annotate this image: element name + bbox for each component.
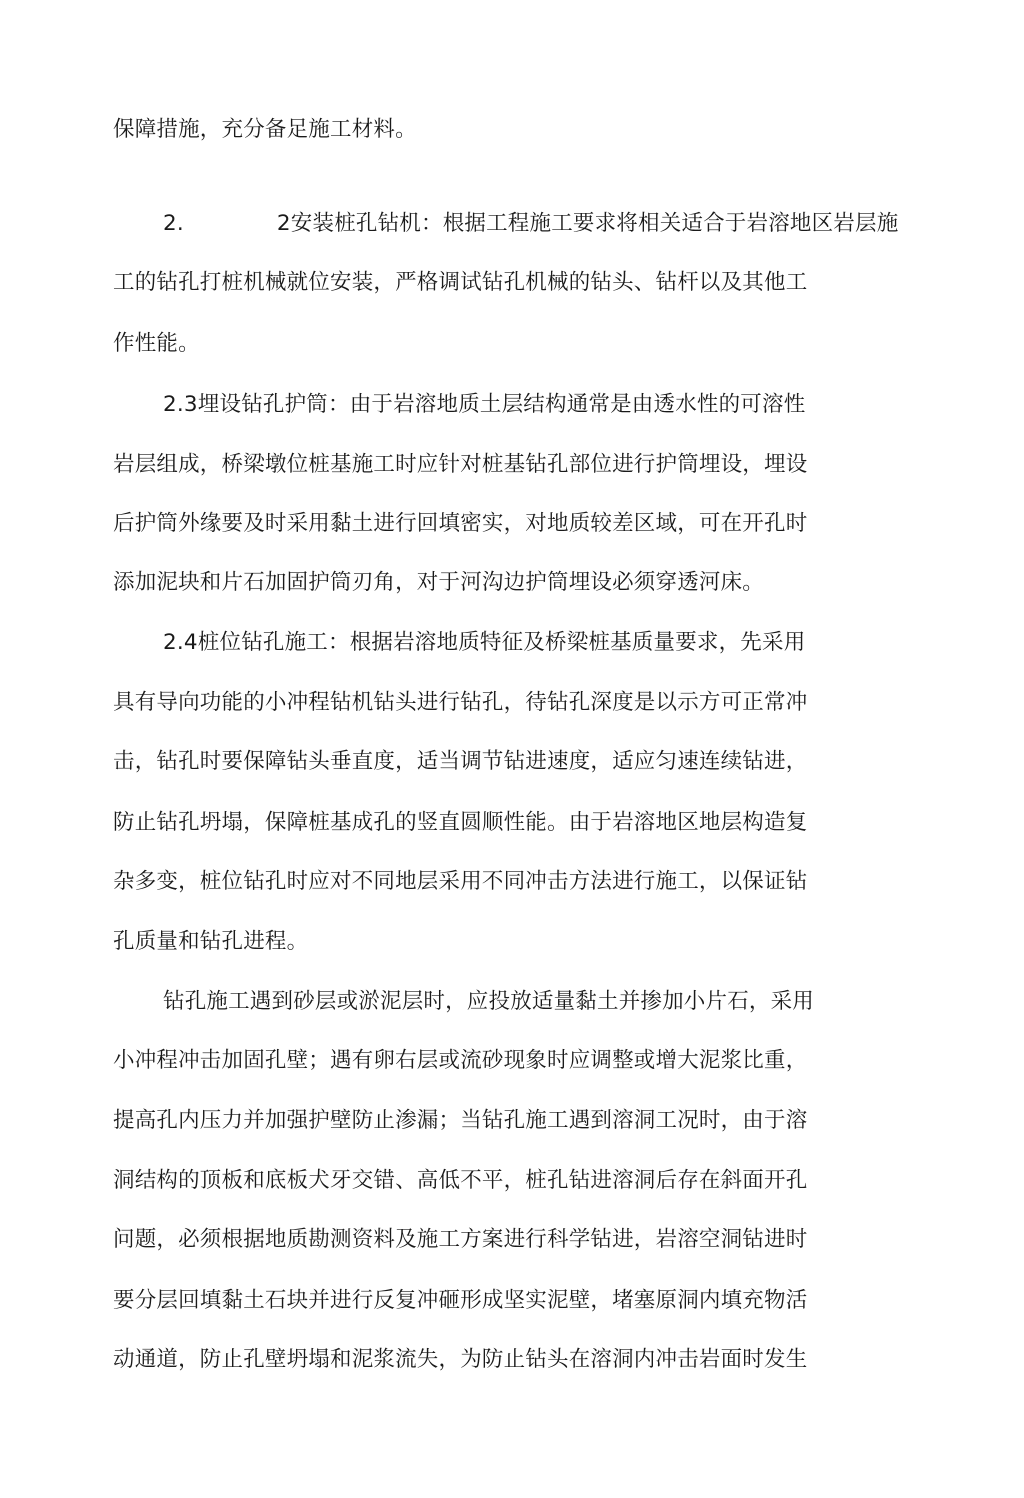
- text-line: 保障措施，充分备足施工材料。: [113, 117, 417, 142]
- text-line: 具有导向功能的小冲程钻机钻头进行钻孔，待钻孔深度是以示方可正常冲: [113, 690, 808, 715]
- section-number: 2.: [163, 211, 184, 236]
- text-line: 杂多变，桩位钻孔时应对不同地层采用不同冲击方法进行施工，以保证钻: [113, 869, 808, 894]
- text-line: 2.4桩位钻孔施工：根据岩溶地质特征及桥梁桩基质量要求，先采用: [163, 630, 806, 655]
- text-line: 工的钻孔打桩机械就位安装，严格调试钻孔机械的钻头、钻杆以及其他工: [113, 270, 808, 295]
- text-line: [163, 209, 898, 239]
- text-line: 作性能。: [113, 331, 200, 356]
- text-line: 提高孔内压力并加强护壁防止渗漏；当钻孔施工遇到溶洞工况时，由于溶: [113, 1108, 808, 1133]
- text-line: 洞结构的顶板和底板犬牙交错、高低不平，桩孔钻进溶洞后存在斜面开孔: [113, 1168, 808, 1193]
- text-line: 问题，必须根据地质勘测资料及施工方案进行科学钻进，岩溶空洞钻进时: [113, 1227, 808, 1252]
- text-line: 动通道，防止孔壁坍塌和泥浆流失，为防止钻头在溶洞内冲击岩面时发生: [113, 1347, 808, 1372]
- text-line: 击，钻孔时要保障钻头垂直度，适当调节钻进速度，适应匀速连续钻进，: [113, 749, 808, 774]
- paragraph-text: 2安装桩孔钻机：根据工程施工要求将相关适合于岩溶地区岩层施: [276, 211, 899, 236]
- text-line: 添加泥块和片石加固护筒刃角，对于河沟边护筒埋设必须穿透河床。: [113, 570, 765, 595]
- text-line: 小冲程冲击加固孔壁；遇有卵右层或流砂现象时应调整或增大泥浆比重，: [113, 1048, 808, 1073]
- text-line: 2.3埋设钻孔护筒：由于岩溶地质土层结构通常是由透水性的可溶性: [163, 392, 806, 417]
- text-line: 防止钻孔坍塌，保障桩基成孔的竖直圆顺性能。由于岩溶地区地层构造复: [113, 810, 808, 835]
- text-line: 后护筒外缘要及时采用黏土进行回填密实，对地质较差区域，可在开孔时: [113, 511, 808, 536]
- text-line: 岩层组成，桥梁墩位桩基施工时应针对桩基钻孔部位进行护筒埋设，埋设: [113, 452, 808, 477]
- text-line: 孔质量和钻孔进程。: [113, 929, 309, 954]
- text-line: 钻孔施工遇到砂层或淤泥层时，应投放适量黏土并掺加小片石，采用: [163, 989, 815, 1014]
- text-line: 要分层回填黏土石块并进行反复冲砸形成坚实泥壁，堵塞原洞内填充物活: [113, 1288, 808, 1313]
